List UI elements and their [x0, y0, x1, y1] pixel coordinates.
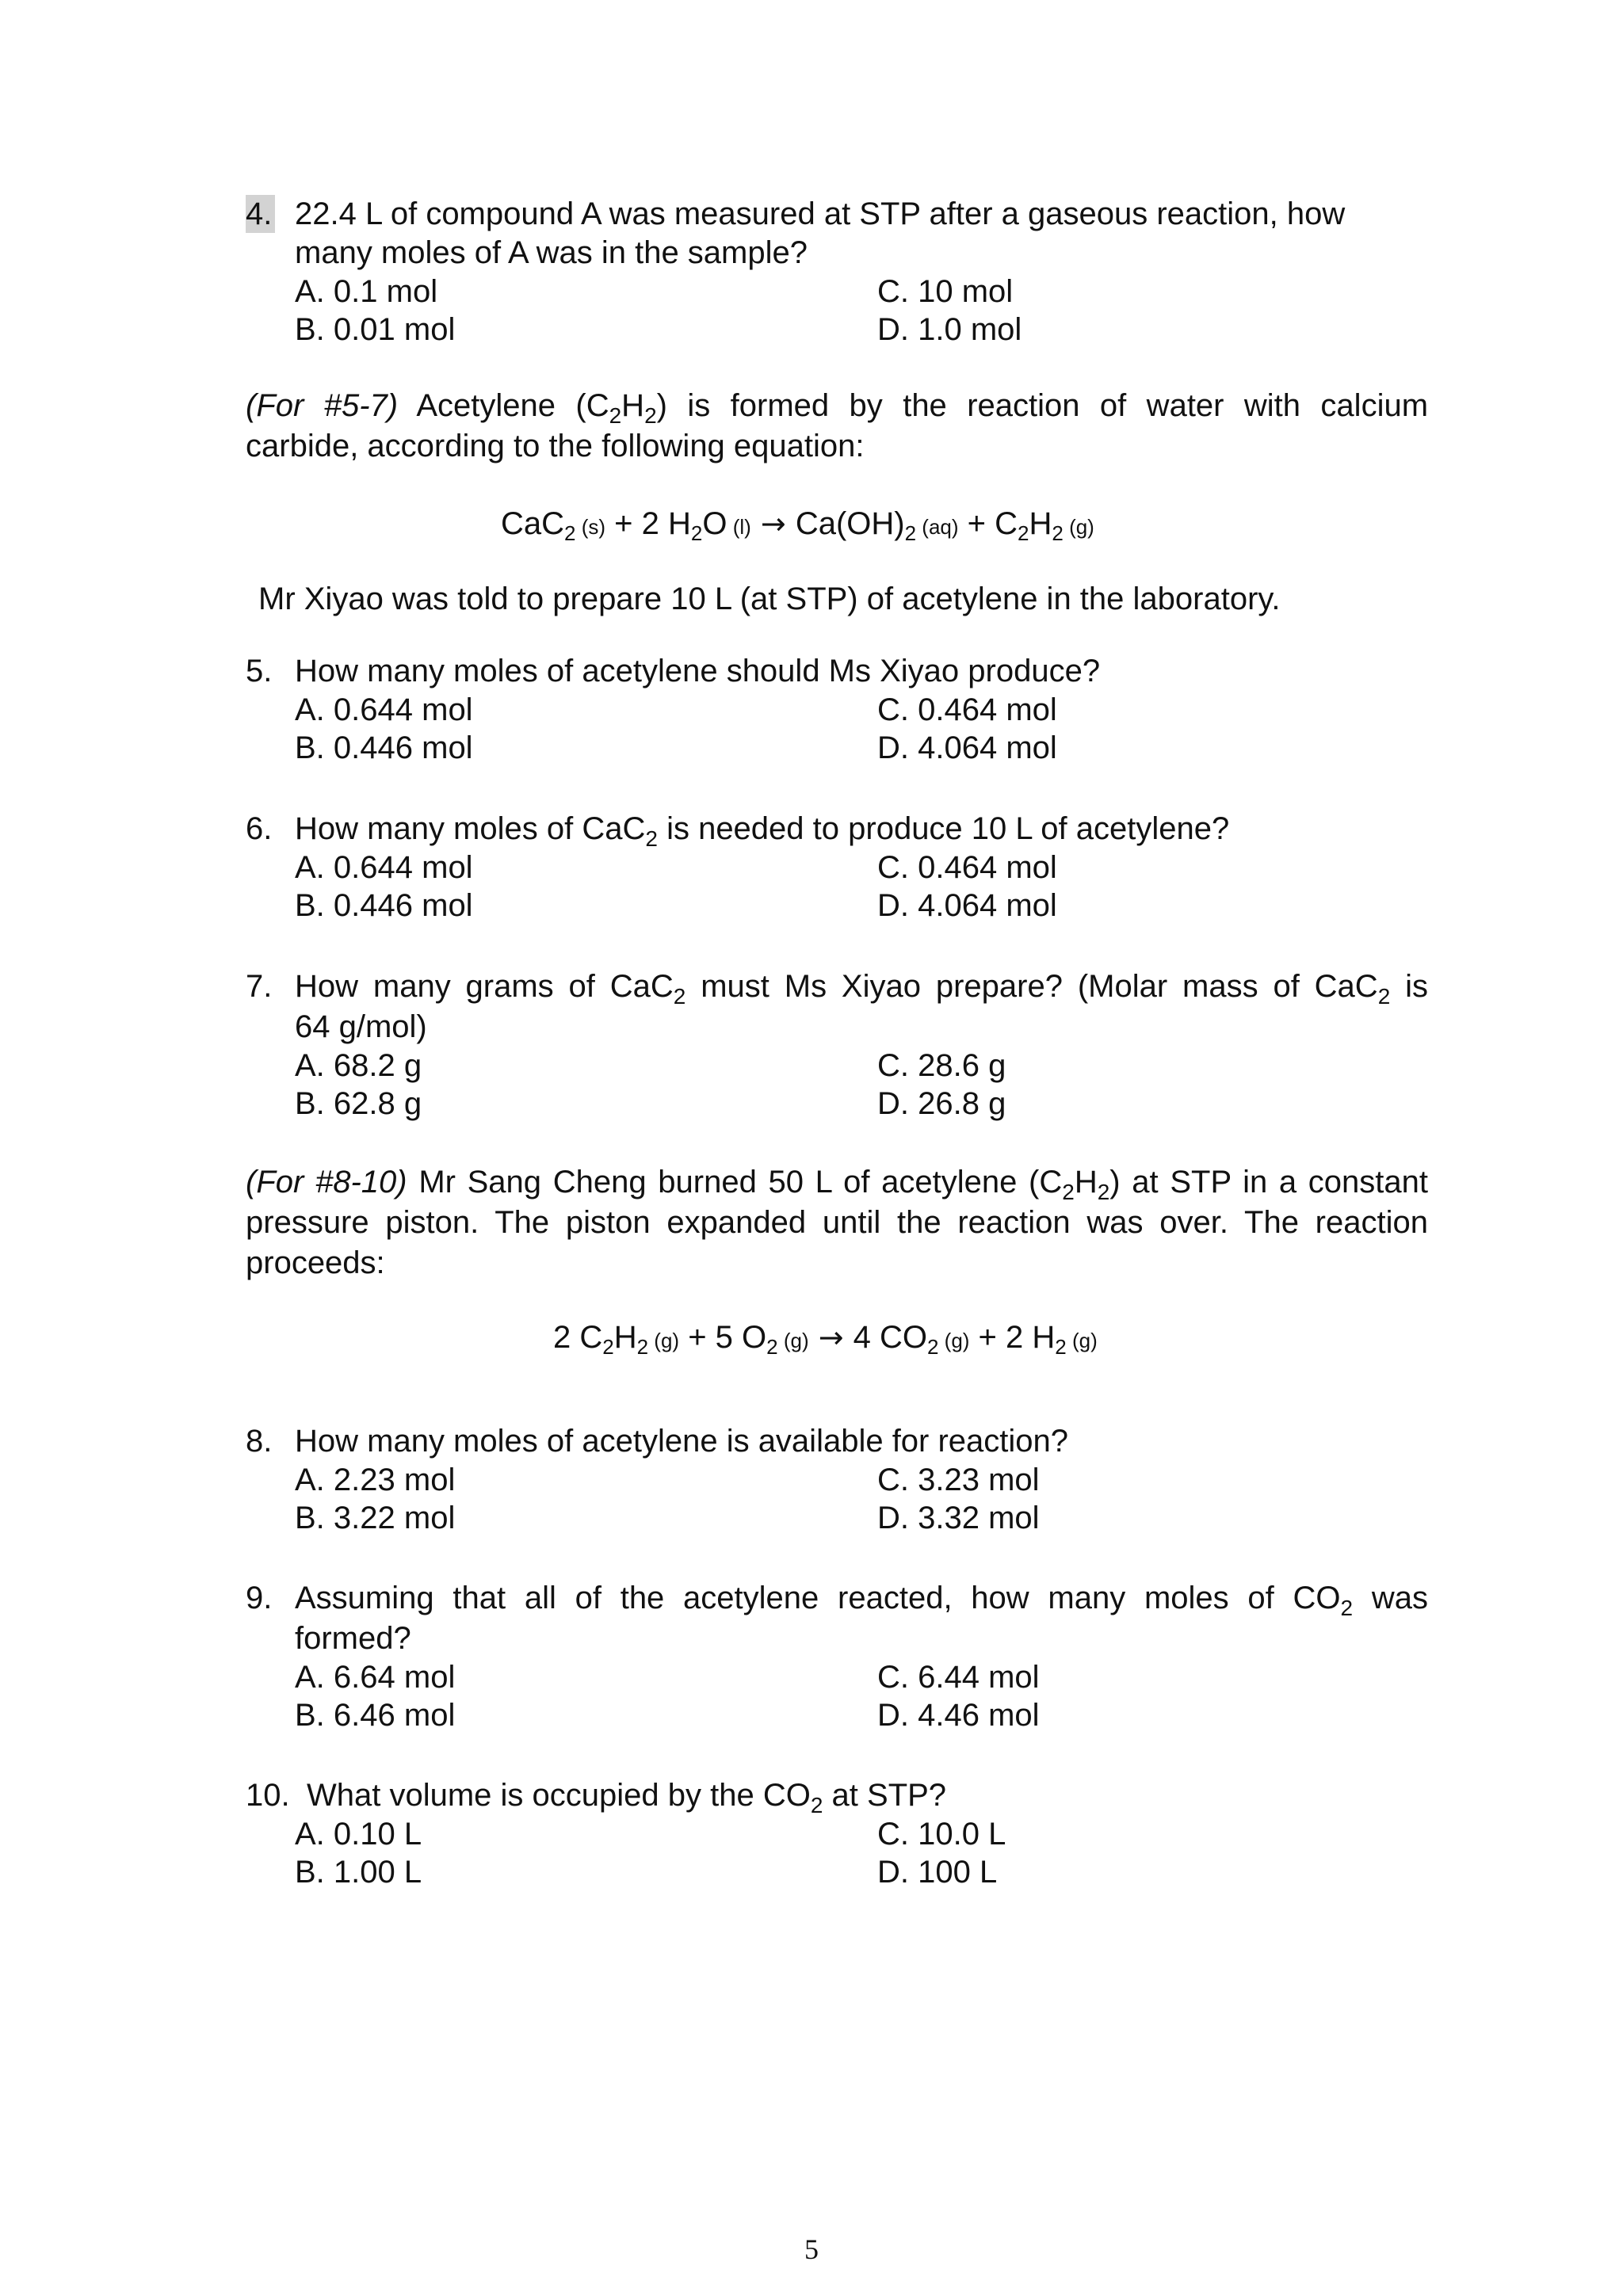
question-text: How many moles of acetylene is available for reaction?: [295, 1424, 1069, 1459]
question-text: How many moles of acetylene should Ms Xiyao produce?: [295, 654, 1101, 688]
intro-text: carbide, according to the following equation:: [246, 429, 865, 463]
option-d: D. 4.064 mol: [877, 730, 1057, 765]
question-text: How many grams of CaC$_2$ must Ms Xiyao prepare? (Molar mass of CaC$_2$ is 64 g/mol): [295, 969, 1429, 1044]
reaction-arrow-icon: →: [808, 1320, 854, 1355]
option-a: A. 68.2 g: [295, 1048, 422, 1083]
option-c: C. 28.6 g: [877, 1048, 1006, 1083]
option-b: B. 3.22 mol: [295, 1501, 456, 1535]
option-c: C. 10 mol: [877, 274, 1014, 309]
option-b: B. 6.46 mol: [295, 1698, 456, 1733]
option-a: A. 0.1 mol: [295, 274, 438, 309]
option-a: A. 6.64 mol: [295, 1660, 456, 1695]
question-number: 7.: [246, 969, 273, 1004]
option-d: D. 3.32 mol: [877, 1501, 1040, 1535]
question-number: 4.: [246, 195, 275, 233]
question-text: What volume is occupied by the $CO_2$ at STP?: [307, 1778, 947, 1817]
option-a: A. 2.23 mol: [295, 1463, 456, 1497]
reaction-arrow-icon: →: [750, 506, 796, 541]
question-text: How many moles of CaC$_2$ is needed to produce 10 L of acetylene?: [295, 811, 1230, 851]
question-number: 9.: [246, 1581, 273, 1615]
question-number: 5.: [246, 654, 273, 688]
option-d: D. 4.064 mol: [877, 888, 1057, 923]
question-number: 10.: [246, 1778, 290, 1813]
option-d: D. 26.8 g: [877, 1086, 1006, 1121]
option-c: C. 0.464 mol: [877, 692, 1057, 727]
option-b: B. 62.8 g: [295, 1086, 422, 1121]
equation-2: 2 $C_2H_2$ (g) + 5 $O_2$ (g) → 4 $CO_2$ (g) + 2 $H_2$ (g): [553, 1320, 1098, 1359]
question-text: many moles of A was in the sample?: [295, 235, 808, 270]
option-d: D. 1.0 mol: [877, 312, 1022, 347]
option-b: B. 0.446 mol: [295, 888, 473, 923]
intro-8-10: (For #8-10) Mr Sang Cheng burned 50 L of acetylene $(C_2H_2)$ at STP in a constant pressure piston. The piston expanded until the reaction was over. The reaction proceeds:: [246, 1165, 1429, 1280]
option-b: B. 1.00 L: [295, 1855, 422, 1890]
option-a: A. 0.644 mol: [295, 692, 473, 727]
page-number: 5: [804, 2233, 819, 2265]
intro-label: (For #8-10): [246, 1165, 407, 1199]
equation-1: CaC$_2$ (s) + 2 $H_2O$ $(l) \to Ca(OH)_2$ $(aq) + C_2H_2$ (g): [501, 506, 1094, 545]
option-b: B. 0.446 mol: [295, 730, 473, 765]
option-d: D. 4.46 mol: [877, 1698, 1040, 1733]
option-c: C. 3.23 mol: [877, 1463, 1040, 1497]
option-a: A. 0.10 L: [295, 1817, 422, 1852]
statement-text: Mr Xiyao was told to prepare 10 L (at STP) of acetylene in the laboratory.: [258, 582, 1281, 616]
option-d: D. 100 L: [877, 1855, 998, 1890]
option-a: A. 0.644 mol: [295, 850, 473, 885]
intro-label: (For #5-7): [246, 388, 399, 423]
option-b: B. 0.01 mol: [295, 312, 456, 347]
option-c: C. 10.0 L: [877, 1817, 1006, 1852]
option-c: C. 6.44 mol: [877, 1660, 1040, 1695]
intro-5-7: (For #5-7) Acetylene $(C_2H_2)$ is formed by the reaction of water with calcium carbide, according to the following equation:: [246, 387, 1428, 467]
option-c: C. 0.464 mol: [877, 850, 1057, 885]
question-text: 22.4 L of compound A was measured at STP after a gaseous reaction, how: [295, 196, 1346, 231]
question-number: 8.: [246, 1424, 273, 1459]
question-number: 6.: [246, 811, 273, 846]
question-text: Assuming that all of the acetylene reacted, how many moles of $CO_2$ was formed?: [295, 1581, 1429, 1656]
